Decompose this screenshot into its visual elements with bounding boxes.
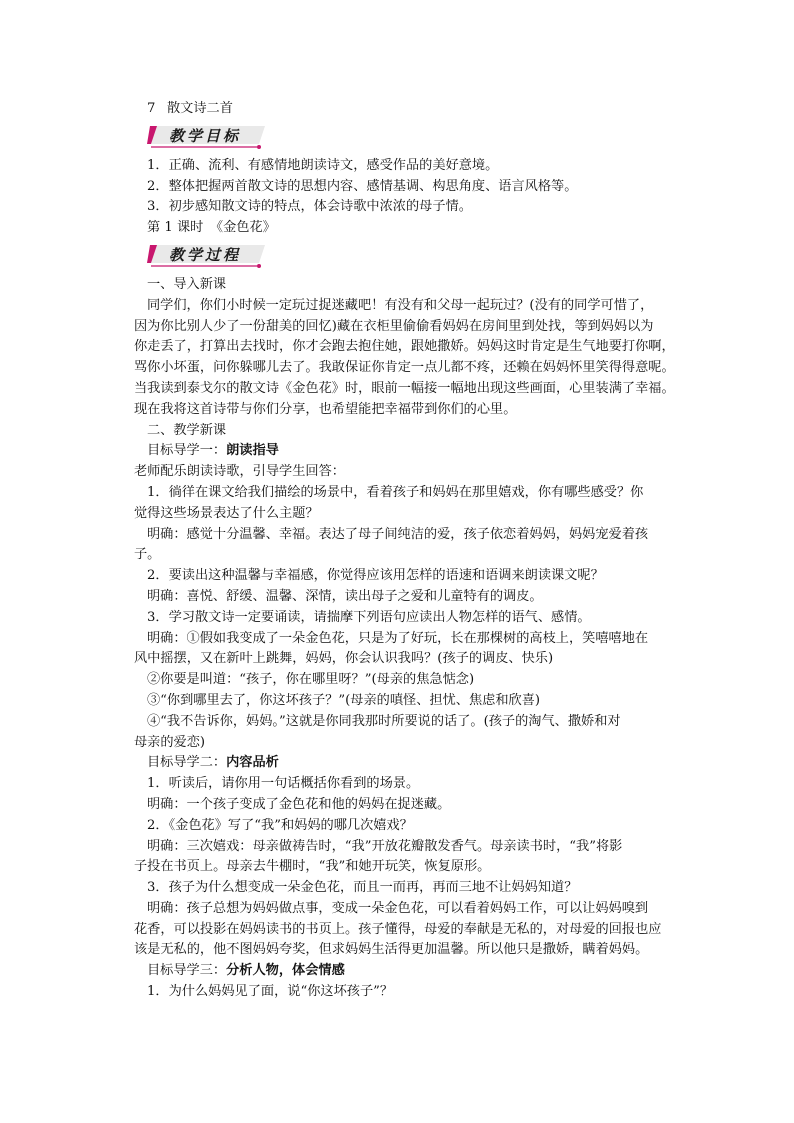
- guide2-content: [134, 774, 662, 961]
- objectives-list: [147, 156, 647, 218]
- guide1-line: 母亲的爱恋): [134, 734, 206, 750]
- guide1-label: 目标导学一：: [147, 443, 227, 459]
- guide1-line: 明确：①假如我变成了一朵金色花，只是为了好玩，长在那棵树的高枝上，笑嘻嘻地在: [147, 630, 649, 646]
- guide2-line: 2．《金色花》写了“我”和妈妈的哪几次嬉戏？: [147, 817, 413, 833]
- process-banner-label: 教学过程: [169, 245, 242, 264]
- guide1-line: ③“你到哪里去了，你这坏孩子？”(母亲的嗔怪、担忧、焦虑和欣喜): [147, 692, 541, 708]
- guide1-line: 子。: [134, 547, 161, 563]
- guide3-label: 目标导学三：: [147, 963, 227, 979]
- intro-paragraph: [134, 296, 675, 421]
- guide1-line: 明确：感觉十分温馨、幸福。表达了母子间纯洁的爱，孩子依恋着妈妈，妈妈宠爱着孩: [147, 526, 649, 542]
- guide1-content: [134, 462, 649, 753]
- guide2-line: 花香，可以投影在妈妈读书的书页上。孩子懂得，母爱的奉献是无私的，对母爱的回报也应: [134, 921, 662, 937]
- guide3-line: 1．为什么妈妈见了面，说“你这坏孩子”？: [147, 984, 394, 1000]
- guide3-title: 分析人物，体会情感: [226, 963, 345, 979]
- guide2-label: 目标导学二：: [147, 755, 227, 771]
- lesson-title: [147, 99, 647, 120]
- document-content: [134, 99, 675, 1003]
- guide2-line: 1．听读后，请你用一句话概括你看到的场景。: [147, 776, 420, 792]
- guide1-line: 老师配乐朗读诗歌，引导学生回答：: [134, 464, 345, 480]
- intro-line: 骂你小坏蛋，问你躲哪儿去了。我敢保证你肯定一点儿都不疼，还赖在妈妈怀里笑得得意呢。: [134, 360, 675, 376]
- guide1-line: 风中摇摆，又在新叶上跳舞，妈妈，你会认识我吗？(孩子的调皮、快乐): [134, 651, 554, 667]
- guide1-title: 朗读指导: [226, 443, 279, 459]
- guide2-heading: [147, 753, 647, 774]
- section-heading-intro: 一、导入新课: [147, 276, 227, 292]
- guide1-line: 2．要读出这种温馨与幸福感，你觉得应该用怎样的语速和语调来朗读课文呢？: [147, 568, 604, 584]
- objective-line: 1．正确、流利、有感情地朗读诗文，感受作品的美好意境。: [147, 157, 499, 173]
- guide2-line: 3．孩子为什么想变成一朵金色花，而且一而再，再而三地不让妈妈知道？: [147, 880, 578, 896]
- guide1-line: 觉得这些场景表达了什么主题？: [134, 505, 319, 521]
- guide1-line: ④“我不告诉你，妈妈。”这就是你同我那时所要说的话了。(孩子的淘气、撒娇和对: [147, 713, 621, 729]
- guide2-line: 明确：孩子总想为妈妈做点事，变成一朵金色花，可以看着妈妈工作，可以让妈妈嗅到: [147, 900, 649, 916]
- guide3-heading: [147, 961, 647, 982]
- intro-line: 因为你比别人少了一份甜美的回忆)藏在衣柜里偷偷看妈妈在房间里到处找，等到妈妈以为: [134, 318, 654, 334]
- objectives-banner-label: 教学目标: [169, 126, 242, 145]
- objectives-banner: [147, 122, 267, 152]
- guide1-line: 3．学习散文诗一定要诵读，请揣摩下列语句应读出人物怎样的语气、感情。: [147, 609, 591, 625]
- intro-line: 现在我将这首诗带与你们分享，也希望能把幸福带到你们的心里。: [134, 401, 517, 417]
- intro-line: 你走丢了，打算出去找时，你才会跑去抱住她，跟她撒娇。妈妈这时肯定是生气地要打你啊，: [134, 339, 675, 355]
- guide2-line: 明确：三次嬉戏：母亲做祷告时，“我”开放花瓣散发香气。母亲读书时，“我”将影: [147, 838, 623, 854]
- period-title: 第 1 课时 《金色花》: [147, 220, 276, 236]
- guide1-line: 明确：喜悦、舒缓、温馨、深情，读出母子之爱和儿童特有的调皮。: [147, 588, 543, 604]
- guide2-line: 子投在书页上。母亲去牛棚时，“我”和她开玩笑，恢复原形。: [134, 859, 491, 875]
- guide1-heading: [147, 441, 647, 462]
- guide2-line: 明确：一个孩子变成了金色花和他的妈妈在捉迷藏。: [147, 796, 451, 812]
- guide2-line: 该是无私的，他不图妈妈夸奖，但求妈妈生活得更加温馨。所以他只是撒娇，瞒着妈妈。: [134, 942, 649, 958]
- intro-line: 当我读到泰戈尔的散文诗《金色花》时，眼前一幅接一幅地出现这些画面，心里装满了幸福。: [134, 380, 675, 396]
- guide1-line: ②你要是叫道：“孩子，你在哪里呀？”(母亲的焦急惦念): [147, 672, 475, 688]
- lesson-number: 7: [147, 101, 156, 116]
- intro-line: 同学们，你们小时候一定玩过捉迷藏吧！有没有和父母一起玩过？(没有的同学可惜了，: [147, 297, 654, 313]
- lesson-name: 散文诗二首: [167, 101, 233, 116]
- guide2-title: 内容品析: [226, 755, 279, 771]
- guide1-line: 1．徜徉在课文给我们描绘的场景中，看着孩子和妈妈在那里嬉戏，你有哪些感受？你: [147, 484, 644, 500]
- guide3-content: [147, 982, 647, 1003]
- objective-line: 2．整体把握两首散文诗的思想内容、感情基调、构思角度、语言风格等。: [147, 178, 578, 194]
- section-heading-new-lesson: 二、教学新课: [147, 422, 227, 438]
- objective-line: 3．初步感知散文诗的特点，体会诗歌中浓浓的母子情。: [147, 199, 472, 215]
- process-banner: [147, 241, 267, 271]
